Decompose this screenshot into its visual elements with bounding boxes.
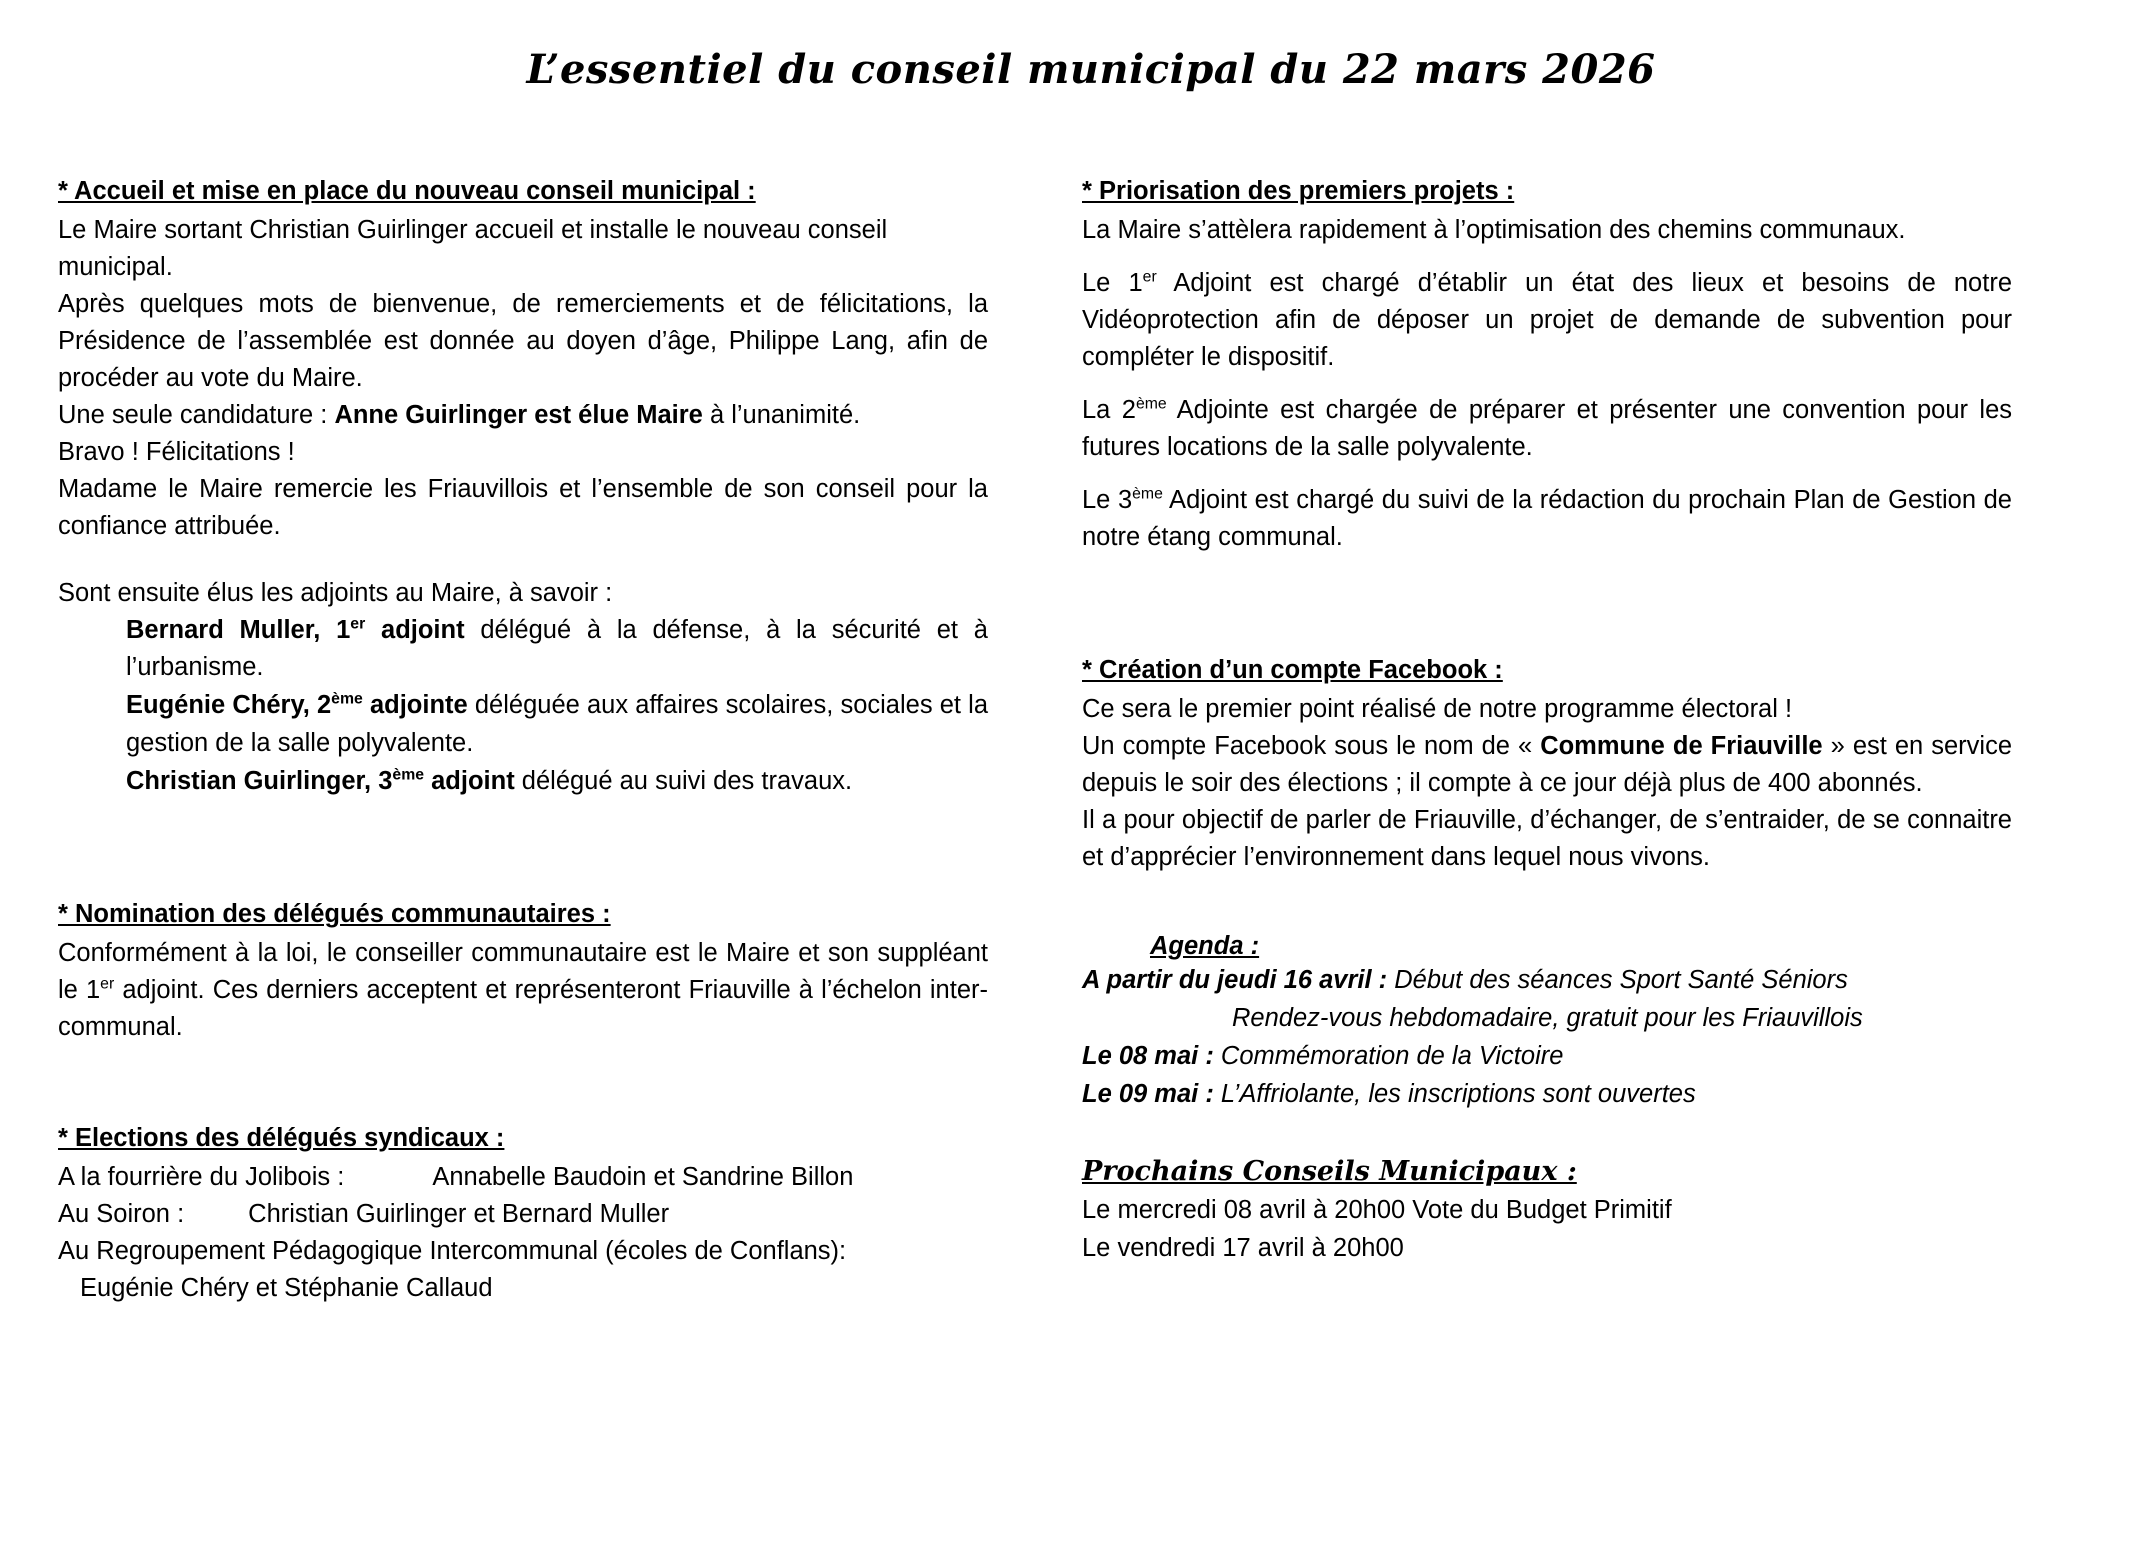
- adjoint-3-line: [126, 763, 988, 801]
- priorisation-3-a: La 2: [1082, 395, 1136, 424]
- syndicat-value-rpi: Eugénie Chéry et Stéphanie Callaud: [80, 1274, 493, 1303]
- agenda-item-rest: L’Affriolante, les inscriptions sont ouvertes: [1213, 1080, 1696, 1109]
- adjoint-1-name: Bernard Muller, 1: [126, 615, 351, 644]
- paragraph-priorisation-2: [1082, 265, 2012, 376]
- candidature-suffix: à l’unanimité.: [702, 400, 861, 429]
- adjoint-3-name: Christian Guirlinger, 3: [126, 766, 393, 795]
- priorisation-3-b: Adjointe est chargée de préparer et présenter une convention pour les futures locations de la salle polyvalente.: [1082, 395, 2013, 461]
- syndicat-row-soiron: [58, 1196, 988, 1233]
- candidature-bold: Anne Guirlinger est élue Maire: [334, 400, 703, 429]
- adjoint-1-line: [126, 612, 988, 687]
- priorisation-4-a: Le 3: [1082, 485, 1133, 514]
- adjoint-3-role: adjoint: [424, 766, 515, 795]
- syndicat-label-soiron: Au Soiron :: [58, 1200, 185, 1229]
- next-council-line-2: Le vendredi 17 avril à 20h00: [1082, 1233, 1404, 1262]
- agenda-item-lead: A partir du jeudi 16 avril :: [1082, 965, 1388, 994]
- paragraph-adjoints-intro: Sont ensuite élus les adjoints au Maire, à savoir :: [58, 578, 613, 607]
- paragraph-facebook-1: Ce sera le premier point réalisé de notre programme électoral !: [1082, 694, 1793, 723]
- adjoint-2-line: [126, 687, 988, 762]
- paragraph-bravo: Bravo ! Félicitations !: [58, 437, 295, 466]
- adjoint-3-sup: ème: [392, 766, 425, 784]
- priorisation-2-a: Le 1: [1082, 268, 1143, 297]
- priorisation-3-sup: ème: [1135, 395, 1167, 413]
- priorisation-2-b: Adjoint est chargé d’établir un état des lieux et besoins de notre Vidéoprotection afin de déposer un projet de demande de subvention pour compléter le dispositif.: [1082, 268, 2013, 371]
- adjoint-2-role: adjointe: [362, 691, 468, 720]
- section-heading-accueil: * Accueil et mise en place du nouveau conseil municipal :: [58, 177, 756, 205]
- syndicat-label-jolibois: A la fourrière du Jolibois :: [58, 1163, 345, 1192]
- paragraph-facebook-2: [1082, 728, 2012, 802]
- right-column: [1082, 173, 2012, 1307]
- facebook-page-name: Commune de Friauville: [1540, 731, 1823, 760]
- paragraph-accueil-2: Après quelques mots de bienvenue, de remerciements et de félicitations, la Présidence de l’assemblée est donnée au doyen d’âge, Philippe Lang, afin de procéder au vote du Maire.: [58, 289, 988, 392]
- priorisation-2-sup: er: [1142, 268, 1157, 286]
- candidature-prefix: Une seule candidature :: [58, 400, 335, 429]
- paragraph-facebook-3: Il a pour objectif de parler de Friauville, d’échanger, de s’entraider, de se connaitre et d’apprécier l’environnement dans lequel nous vivons.: [1082, 805, 2012, 871]
- agenda-item: [1082, 1037, 2012, 1075]
- syndicat-label-rpi: Au Regroupement Pédagogique Intercommunal (écoles de Conflans):: [58, 1237, 847, 1266]
- delegues-text-b: adjoint. Ces derniers acceptent et représenteront Friauville à l’échelon inter-communal.: [58, 976, 988, 1042]
- paragraph-accueil-1: Le Maire sortant Christian Guirlinger accueil et installe le nouveau conseil municipal.: [58, 215, 888, 281]
- agenda-title: Agenda :: [1150, 931, 1260, 960]
- paragraph-priorisation-1: La Maire s’attèlera rapidement à l’optimisation des chemins communaux.: [1082, 215, 1906, 244]
- priorisation-4-sup: ème: [1132, 485, 1163, 503]
- agenda-item-rest: Commémoration de la Victoire: [1213, 1042, 1564, 1071]
- facebook-2-b: » est en service depuis le soir des élections ; il compte à ce jour déjà plus de 400 abonnés.: [1082, 731, 2012, 797]
- adjoint-2-name: Eugénie Chéry, 2: [126, 691, 332, 720]
- next-council-line-1: Le mercredi 08 avril à 20h00 Vote du Budget Primitif: [1082, 1195, 1672, 1224]
- section-heading-facebook: * Création d’un compte Facebook :: [1082, 655, 1503, 684]
- agenda-item-lead: Le 09 mai :: [1082, 1080, 1214, 1109]
- delegues-text-a: Conformément à la loi, le conseiller communautaire est le Maire et son suppléant le 1: [58, 939, 988, 1005]
- syndicat-row-jolibois: [58, 1159, 988, 1196]
- adjoint-2-detail: déléguée aux affaires scolaires, sociales et la gestion de la salle polyvalente.: [126, 691, 989, 757]
- agenda-block: [1082, 932, 2012, 1114]
- document-page: [0, 46, 2152, 1564]
- adjoint-1-detail: délégué à la défense, à la sécurité et à l’urbanisme.: [126, 615, 988, 682]
- agenda-item-lead: Le 08 mai :: [1082, 1042, 1214, 1071]
- agenda-item: [1082, 961, 2012, 999]
- agenda-item-subline: Rendez-vous hebdomadaire, gratuit pour les Friauvillois: [1232, 1003, 1863, 1032]
- two-column-body: [0, 173, 2152, 1307]
- section-heading-delegues-syndicaux: * Elections des délégués syndicaux :: [58, 1124, 505, 1153]
- left-column: [58, 173, 988, 1307]
- adjoint-1-sup: er: [350, 615, 366, 633]
- adjoint-1-role: adjoint: [365, 615, 465, 644]
- section-heading-priorisation: * Priorisation des premiers projets :: [1082, 177, 1515, 205]
- page-title: L’essentiel du conseil municipal du 22 mars 2026: [526, 46, 1656, 93]
- adjoint-2-sup: ème: [331, 690, 363, 708]
- next-councils-title: Prochains Conseils Municipaux :: [1082, 1155, 1577, 1187]
- syndicat-value-soiron: Christian Guirlinger et Bernard Muller: [248, 1200, 670, 1229]
- agenda-item-rest: Début des séances Sport Santé Séniors: [1387, 965, 1848, 994]
- section-heading-delegues-communautaires: * Nomination des délégués communautaires :: [58, 900, 611, 929]
- priorisation-4-b: Adjoint est chargé du suivi de la rédaction du prochain Plan de Gestion de notre étang communal.: [1082, 485, 2012, 551]
- paragraph-remerciement: Madame le Maire remercie les Friauvillois et l’ensemble de son conseil pour la confiance attribuée.: [58, 474, 988, 540]
- paragraph-priorisation-4: [1082, 482, 2012, 556]
- syndicat-value-jolibois: Annabelle Baudoin et Sandrine Billon: [432, 1163, 854, 1192]
- adjoint-3-detail: délégué au suivi des travaux.: [514, 766, 853, 795]
- paragraph-delegues-communautaires: [58, 935, 988, 1046]
- paragraph-candidature: [58, 397, 988, 434]
- facebook-2-a: Un compte Facebook sous le nom de «: [1082, 731, 1541, 760]
- agenda-item: [1082, 1075, 2012, 1113]
- paragraph-priorisation-3: [1082, 392, 2012, 466]
- delegues-sup: er: [100, 975, 115, 993]
